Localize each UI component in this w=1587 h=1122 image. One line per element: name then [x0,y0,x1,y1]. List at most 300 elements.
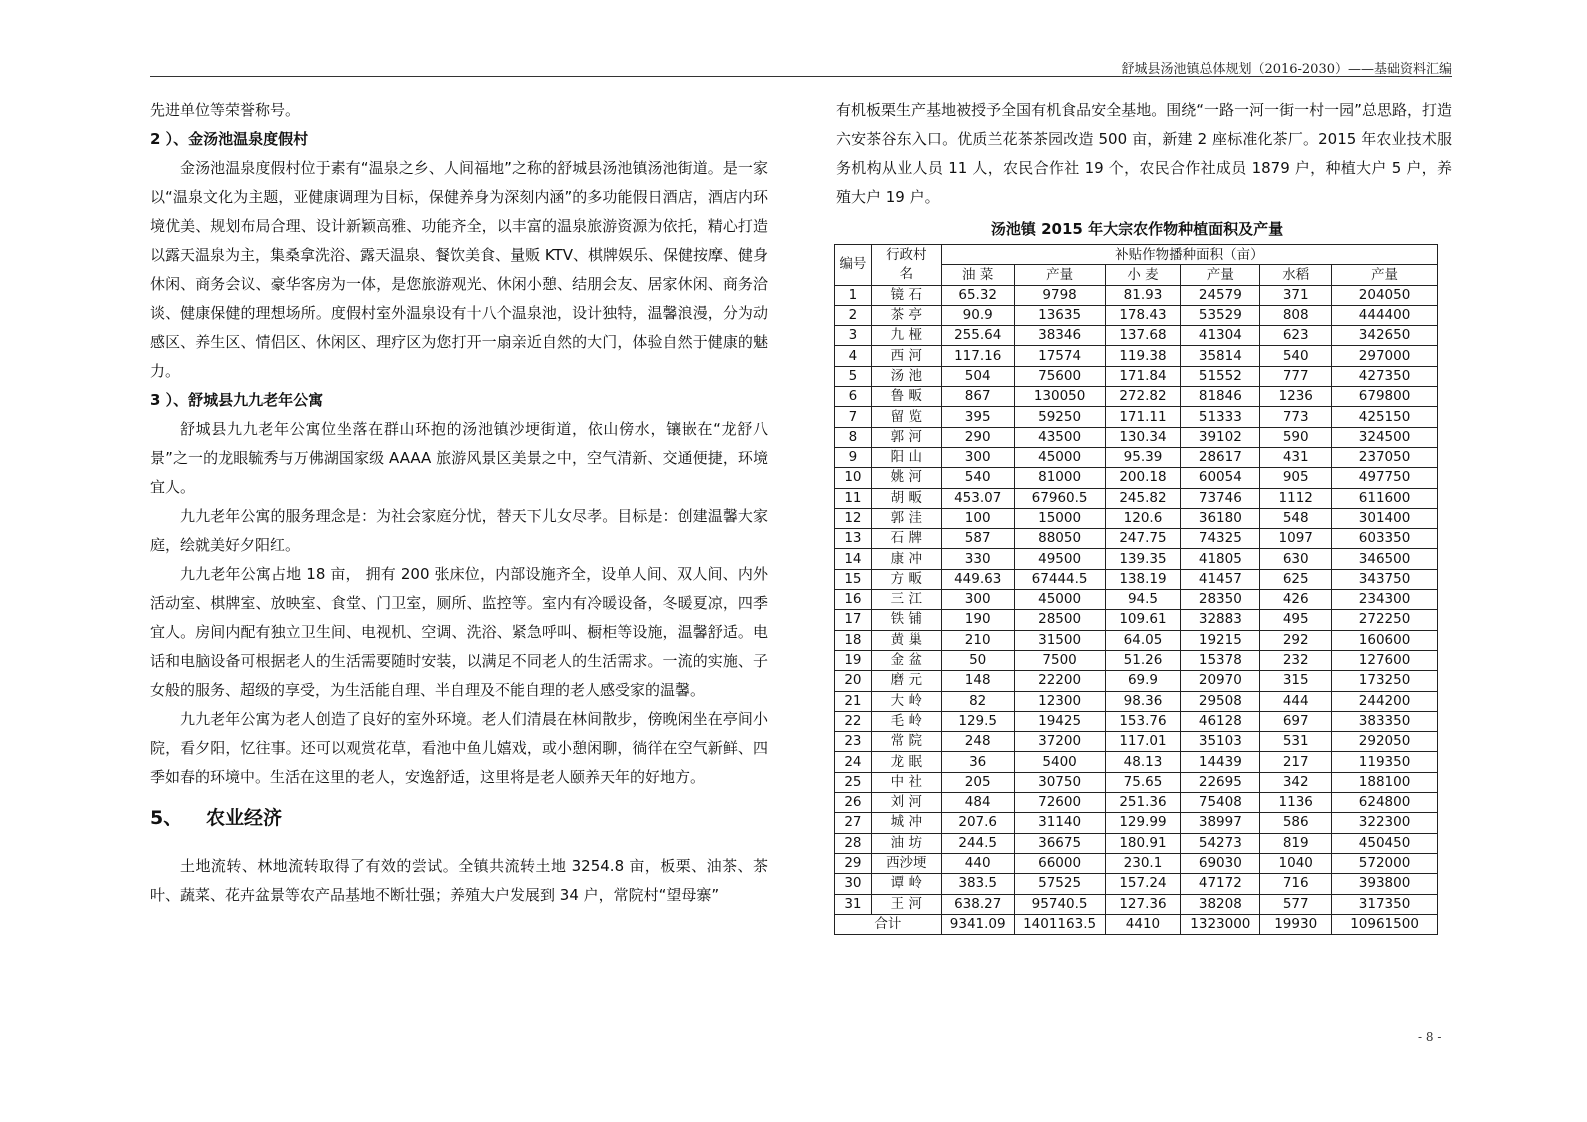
table-cell: 139.35 [1105,549,1181,569]
table-cell: 45000 [1014,447,1105,467]
section-5-heading [150,802,768,834]
table-cell: 317350 [1332,894,1438,914]
table-cell: 1112 [1260,488,1332,508]
table-cell: 81846 [1181,387,1260,407]
table-cell: 22695 [1181,772,1260,792]
table-cell: 35103 [1181,732,1260,752]
table-cell: 49500 [1014,549,1105,569]
table-cell: 315 [1260,671,1332,691]
table-cell: 常 院 [871,732,941,752]
table-cell: 铁 铺 [871,610,941,630]
table-cell: 九 桠 [871,326,941,346]
table-cell: 茶 亭 [871,305,941,325]
table-cell: 127.36 [1105,894,1181,914]
section-2-paragraph: 金汤池温泉度假村位于素有“温泉之乡、人间福地”之称的舒城县汤池镇汤池街道。是一家以“温泉文化为主题，亚健康调理为目标，保健养身为深刻内涵”的多功能假日酒店，酒店内环境优美、规划布局合理、设计新颖高雅、功能齐全，以丰富的温泉旅游资源为依托，精心打造以露天温泉为主，集桑拿洗浴、露天温泉、餐饮美食、量贩 KTV、棋牌娱乐、保健按摩、健身休闲、商务会议、豪华客房为一体，是您旅游观光、休闲小憩、结朋会友、居家休闲、商务洽谈、健康保健的理想场所。度假村室外温泉设有十八个温泉池，设计独特，温馨浪漫，分为动感区、养生区、情侣区、休闲区、理疗区为您打开一扇亲近自然的大门，体验自然于健康的魅力。 [150,159,768,380]
table-cell: 808 [1260,305,1332,325]
table-cell: 237050 [1332,447,1438,467]
table-cell: 217 [1260,752,1332,772]
table-cell: 18 [835,630,872,650]
subheader-col: 油 菜 [941,265,1014,285]
table-cell: 210 [941,630,1014,650]
table-cell: 12300 [1014,691,1105,711]
table-cell: 81.93 [1105,285,1181,305]
table-cell: 130050 [1014,387,1105,407]
table-cell: 5 [835,366,872,386]
table-cell: 90.9 [941,305,1014,325]
header-rule [150,76,1452,77]
table-cell: 98.36 [1105,691,1181,711]
table-row [835,752,1438,772]
table-cell: 29 [835,853,872,873]
table-cell: 51333 [1181,407,1260,427]
table-row [835,569,1438,589]
table-row [835,711,1438,731]
table-row [835,813,1438,833]
table-cell: 46128 [1181,711,1260,731]
table-cell: 23 [835,732,872,752]
table-cell: 36180 [1181,508,1260,528]
table-cell: 232 [1260,650,1332,670]
table-cell: 53529 [1181,305,1260,325]
table-cell: 697 [1260,711,1332,731]
table-cell: 207.6 [941,813,1014,833]
table-cell: 汤 池 [871,366,941,386]
table-cell: 22 [835,711,872,731]
table-cell: 138.19 [1105,569,1181,589]
table-cell: 272.82 [1105,387,1181,407]
table-cell: 383.5 [941,874,1014,894]
table-cell: 117.16 [941,346,1014,366]
table-cell: 57525 [1014,874,1105,894]
table-cell: 22200 [1014,671,1105,691]
table-cell: 205 [941,772,1014,792]
table-cell: 624800 [1332,793,1438,813]
table-cell: 29508 [1181,691,1260,711]
table-cell: 623 [1260,326,1332,346]
table-cell: 301400 [1332,508,1438,528]
table-cell: 48.13 [1105,752,1181,772]
table-cell: 300 [941,447,1014,467]
table-cell: 8 [835,427,872,447]
header-village: 行政村名 [871,245,941,286]
left-column [150,96,768,910]
total-cell: 4410 [1105,914,1181,934]
table-cell: 322300 [1332,813,1438,833]
table-row [835,874,1438,894]
table-cell: 100 [941,508,1014,528]
table-cell: 188100 [1332,772,1438,792]
table-cell: 24579 [1181,285,1260,305]
table-cell: 38346 [1014,326,1105,346]
table-cell: 572000 [1332,853,1438,873]
table-cell: 577 [1260,894,1332,914]
table-cell: 1 [835,285,872,305]
table-row [835,732,1438,752]
table-cell: 119350 [1332,752,1438,772]
table-cell: 160600 [1332,630,1438,650]
table-cell: 94.5 [1105,590,1181,610]
table-cell: 鲁 畈 [871,387,941,407]
table-cell: 27 [835,813,872,833]
table-cell: 51.26 [1105,650,1181,670]
table-cell: 45000 [1014,590,1105,610]
header-group: 补贴作物播种面积（亩） [941,245,1437,265]
table-cell: 95.39 [1105,447,1181,467]
table-row [835,508,1438,528]
table-cell: 73746 [1181,488,1260,508]
table-cell: 郭 河 [871,427,941,447]
table-cell: 32883 [1181,610,1260,630]
page-number: - 8 - [1418,1030,1442,1044]
table-cell: 龙 眠 [871,752,941,772]
table-cell: 120.6 [1105,508,1181,528]
table-cell: 81000 [1014,468,1105,488]
table-cell: 41457 [1181,569,1260,589]
table-cell: 383350 [1332,711,1438,731]
table-row [835,772,1438,792]
table-cell: 10 [835,468,872,488]
table-cell: 油 坊 [871,833,941,853]
table-cell: 171.84 [1105,366,1181,386]
table-cell: 371 [1260,285,1332,305]
total-cell: 1323000 [1181,914,1260,934]
section-5-paragraph: 土地流转、林地流转取得了有效的尝试。全镇共流转土地 3254.8 亩，板栗、油茶、茶叶、蔬菜、花卉盆景等农产品基地不断壮强；养殖大户发展到 34 户，常院村“望母寨” [150,857,768,904]
table-cell: 427350 [1332,366,1438,386]
table-cell: 75.65 [1105,772,1181,792]
table-row [835,853,1438,873]
table-cell: 204050 [1332,285,1438,305]
section-3-paragraph-3: 九九老年公寓占地 18 亩， 拥有 200 张床位，内部设施齐全，设单人间、双人间、内外活动室、棋牌室、放映室、食堂、门卫室，厕所、监控等。室内有冷暖设备，冬暖夏凉，四季宜人。房间内配有独立卫生间、电视机、空调、洗浴、紧急呼叫、橱柜等设施，温馨舒适。电话和电脑设备可根据老人的生活需要随时安装，以满足不同老人的生活需求。一流的实施、子女般的服务、超级的享受，为生活能自理、半自理及不能自理的老人感受家的温馨。 [150,565,768,699]
table-cell: 425150 [1332,407,1438,427]
table-cell: 14439 [1181,752,1260,772]
table-cell: 129.99 [1105,813,1181,833]
table-cell: 阳 山 [871,447,941,467]
page-header: 舒城县汤池镇总体规划（2016-2030）——基础资料汇编 [1121,62,1452,77]
table-cell: 587 [941,529,1014,549]
table-cell: 39102 [1181,427,1260,447]
table-cell: 13 [835,529,872,549]
table-row [835,590,1438,610]
table-cell: 292050 [1332,732,1438,752]
table-row [835,529,1438,549]
table-cell: 497750 [1332,468,1438,488]
table-cell: 449.63 [941,569,1014,589]
table-cell: 330 [941,549,1014,569]
table-cell: 82 [941,691,1014,711]
table-cell: 272250 [1332,610,1438,630]
table-cell: 11 [835,488,872,508]
total-cell: 9341.09 [941,914,1014,934]
table-cell: 镜 石 [871,285,941,305]
table-cell: 35814 [1181,346,1260,366]
table-cell: 248 [941,732,1014,752]
section-5-number: 5、 [150,807,183,829]
section-3-paragraph-4: 九九老年公寓为老人创造了良好的室外环境。老人们清晨在林间散步，傍晚闲坐在亭间小院，看夕阳，忆往事。还可以观赏花草，看池中鱼儿嬉戏，或小憩闲聊，徜徉在空气新鲜、四季如春的环境中。生活在这里的老人，安逸舒适，这里将是老人颐养天年的好地方。 [150,710,768,786]
table-cell: 251.36 [1105,793,1181,813]
table-cell: 638.27 [941,894,1014,914]
table-cell: 603350 [1332,529,1438,549]
table-cell: 20970 [1181,671,1260,691]
table-cell: 4 [835,346,872,366]
table-cell: 67960.5 [1014,488,1105,508]
table-cell: 19425 [1014,711,1105,731]
subheader-col: 产量 [1332,265,1438,285]
table-cell: 300 [941,590,1014,610]
table-cell: 453.07 [941,488,1014,508]
table-cell: 15 [835,569,872,589]
table-cell: 137.68 [1105,326,1181,346]
table-cell: 426 [1260,590,1332,610]
table-cell: 343750 [1332,569,1438,589]
table-cell: 留 览 [871,407,941,427]
table-cell: 25 [835,772,872,792]
table-cell: 50 [941,650,1014,670]
subheader-col: 水稻 [1260,265,1332,285]
table-cell: 819 [1260,833,1332,853]
table-cell: 37200 [1014,732,1105,752]
table-cell: 69030 [1181,853,1260,873]
table-cell: 777 [1260,366,1332,386]
right-paragraph: 有机板栗生产基地被授予全国有机食品安全基地。围绕“一路一河一街一村一园”总思路，打造六安茶谷东入口。优质兰花茶茶园改造 500 亩，新建 2 座标准化茶厂。2015 年农业技术服务机构从业人员 11 人，农民合作社 19 个，农民合作社成员 1879 户，种植大户 5 户，养殖大户 19 户。 [836,101,1452,206]
table-cell: 292 [1260,630,1332,650]
table-cell: 171.11 [1105,407,1181,427]
table-cell: 444400 [1332,305,1438,325]
table-row [835,447,1438,467]
table-cell: 393800 [1332,874,1438,894]
table-cell: 625 [1260,569,1332,589]
table-cell: 中 社 [871,772,941,792]
table-cell: 21 [835,691,872,711]
crop-table [834,244,1438,935]
table-row [835,833,1438,853]
table-row [835,326,1438,346]
table-cell: 28 [835,833,872,853]
table-cell: 12 [835,508,872,528]
table-cell: 43500 [1014,427,1105,447]
table-cell: 88050 [1014,529,1105,549]
table-cell: 31500 [1014,630,1105,650]
table-row [835,285,1438,305]
table-cell: 245.82 [1105,488,1181,508]
table-row [835,387,1438,407]
table-cell: 173250 [1332,671,1438,691]
table-cell: 234300 [1332,590,1438,610]
table-cell: 15378 [1181,650,1260,670]
intro-paragraph: 先进单位等荣誉称号。 [150,101,301,119]
table-cell: 773 [1260,407,1332,427]
table-cell: 西沙埂 [871,853,941,873]
table-cell: 611600 [1332,488,1438,508]
table-cell: 王 河 [871,894,941,914]
table-cell: 15000 [1014,508,1105,528]
table-cell: 59250 [1014,407,1105,427]
table-cell: 190 [941,610,1014,630]
table-cell: 51552 [1181,366,1260,386]
table-cell: 19215 [1181,630,1260,650]
table-row [835,630,1438,650]
table-cell: 36675 [1014,833,1105,853]
table-total-row [835,914,1438,934]
table-cell: 26 [835,793,872,813]
table-cell: 586 [1260,813,1332,833]
table-cell: 41805 [1181,549,1260,569]
table-cell: 17574 [1014,346,1105,366]
table-cell: 540 [1260,346,1332,366]
table-cell: 75600 [1014,366,1105,386]
table-cell: 30 [835,874,872,894]
table-cell: 590 [1260,427,1332,447]
table-cell: 255.64 [941,326,1014,346]
table-cell: 3 [835,326,872,346]
table-cell: 姚 河 [871,468,941,488]
table-cell: 244200 [1332,691,1438,711]
table-cell: 180.91 [1105,833,1181,853]
table-cell: 47172 [1181,874,1260,894]
table-cell: 65.32 [941,285,1014,305]
table-cell: 290 [941,427,1014,447]
table-cell: 38208 [1181,894,1260,914]
table-row [835,793,1438,813]
table-cell: 450450 [1332,833,1438,853]
table-cell: 方 畈 [871,569,941,589]
table-cell: 117.01 [1105,732,1181,752]
table-cell: 157.24 [1105,874,1181,894]
table-cell: 444 [1260,691,1332,711]
table-cell: 31140 [1014,813,1105,833]
table-cell: 504 [941,366,1014,386]
table-cell: 毛 岭 [871,711,941,731]
table-cell: 431 [1260,447,1332,467]
table-cell: 484 [941,793,1014,813]
table-body [835,285,1438,935]
section-3-paragraph-2: 九九老年公寓的服务理念是：为社会家庭分忧，替天下儿女尽孝。目标是：创建温馨大家庭，绘就美好夕阳红。 [150,507,768,554]
table-cell: 867 [941,387,1014,407]
table-row [835,691,1438,711]
table-cell: 153.76 [1105,711,1181,731]
table-cell: 1136 [1260,793,1332,813]
table-cell: 148 [941,671,1014,691]
table-row [835,894,1438,914]
table-cell: 540 [941,468,1014,488]
table-cell: 60054 [1181,468,1260,488]
right-column [836,96,1452,212]
table-cell: 7 [835,407,872,427]
table-cell: 66000 [1014,853,1105,873]
table-cell: 谭 岭 [871,874,941,894]
table-cell: 395 [941,407,1014,427]
table-row [835,407,1438,427]
table-cell: 31 [835,894,872,914]
table-cell: 297000 [1332,346,1438,366]
table-cell: 黄 巢 [871,630,941,650]
table-row [835,488,1438,508]
table-cell: 495 [1260,610,1332,630]
table-cell: 14 [835,549,872,569]
table-cell: 440 [941,853,1014,873]
table-cell: 342650 [1332,326,1438,346]
table-cell: 28350 [1181,590,1260,610]
table-cell: 金 盆 [871,650,941,670]
table-cell: 28617 [1181,447,1260,467]
table-cell: 9 [835,447,872,467]
table-cell: 38997 [1181,813,1260,833]
table-cell: 64.05 [1105,630,1181,650]
table-cell: 130.34 [1105,427,1181,447]
table-cell: 41304 [1181,326,1260,346]
table-cell: 20 [835,671,872,691]
table-title: 汤池镇 2015 年大宗农作物种植面积及产量 [990,220,1284,238]
table-cell: 69.9 [1105,671,1181,691]
total-cell: 10961500 [1332,914,1438,934]
table-cell: 324500 [1332,427,1438,447]
table-cell: 247.75 [1105,529,1181,549]
table-row [835,650,1438,670]
section-5-title: 农业经济 [206,807,283,829]
table-cell: 磨 元 [871,671,941,691]
table-cell: 大 岭 [871,691,941,711]
table-row [835,671,1438,691]
table-cell: 13635 [1014,305,1105,325]
table-cell: 5400 [1014,752,1105,772]
table-cell: 1236 [1260,387,1332,407]
table-row [835,549,1438,569]
table-cell: 630 [1260,549,1332,569]
table-row [835,468,1438,488]
table-cell: 6 [835,387,872,407]
table-cell: 716 [1260,874,1332,894]
table-cell: 679800 [1332,387,1438,407]
table-cell: 200.18 [1105,468,1181,488]
table-cell: 郭 洼 [871,508,941,528]
section-2-heading: 2 ）、金汤池温泉度假村 [150,130,309,148]
subheader-col: 产量 [1014,265,1105,285]
table-row [835,305,1438,325]
table-cell: 7500 [1014,650,1105,670]
table-cell: 36 [941,752,1014,772]
table-cell: 67444.5 [1014,569,1105,589]
table-cell: 2 [835,305,872,325]
table-cell: 石 牌 [871,529,941,549]
table-cell: 74325 [1181,529,1260,549]
table-cell: 342 [1260,772,1332,792]
total-cell: 19930 [1260,914,1332,934]
table-cell: 230.1 [1105,853,1181,873]
table-cell: 1040 [1260,853,1332,873]
table-cell: 75408 [1181,793,1260,813]
table-cell: 19 [835,650,872,670]
table-row [835,427,1438,447]
table-cell: 9798 [1014,285,1105,305]
table-cell: 康 冲 [871,549,941,569]
table-cell: 905 [1260,468,1332,488]
table-cell: 刘 河 [871,793,941,813]
table-cell: 244.5 [941,833,1014,853]
table-cell: 城 冲 [871,813,941,833]
table-cell: 127600 [1332,650,1438,670]
table-cell: 16 [835,590,872,610]
table-cell: 17 [835,610,872,630]
table-cell: 30750 [1014,772,1105,792]
table-cell: 178.43 [1105,305,1181,325]
section-3-heading: 3 ）、舒城县九九老年公寓 [150,391,324,409]
table-cell: 129.5 [941,711,1014,731]
table-cell: 346500 [1332,549,1438,569]
total-cell: 1401163.5 [1014,914,1105,934]
table-cell: 1097 [1260,529,1332,549]
table-cell: 28500 [1014,610,1105,630]
table-cell: 三 江 [871,590,941,610]
table-cell: 109.61 [1105,610,1181,630]
